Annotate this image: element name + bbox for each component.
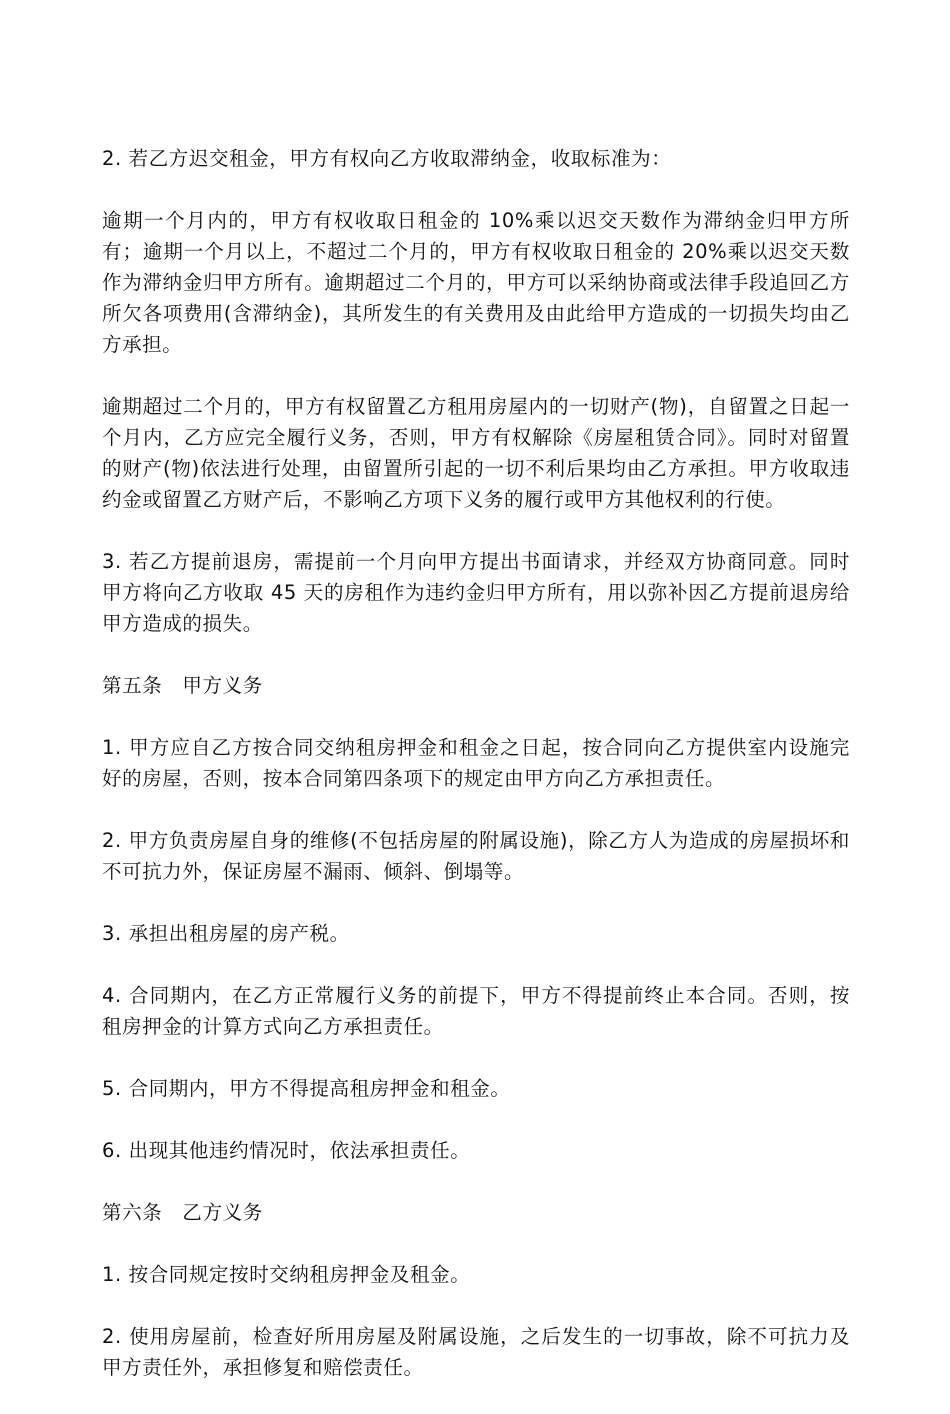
paragraph-landlord-obligation-4: 4. 合同期内，在乙方正常履行义务的前提下，甲方不得提前终止本合同。否则，按租房押金的计算方式向乙方承担责任。 bbox=[102, 984, 850, 1038]
paragraph-landlord-obligation-5: 5. 合同期内，甲方不得提高租房押金和租金。 bbox=[102, 1077, 511, 1100]
paragraph-property-lien: 逾期超过二个月的，甲方有权留置乙方租用房屋内的一切财产(物)，自留置之日起一个月内，乙方应完全履行义务，否则，甲方有权解除《房屋租赁合同》。同时对留置的财产(物)依法进行处理，由留置所引起的一切不利后果均由乙方承担。甲方收取违约金或留置乙方财产后，不影响乙方项下义务的履行或甲方其他权利的行使。 bbox=[102, 395, 850, 511]
paragraph-tenant-obligation-2: 2. 使用房屋前，检查好所用房屋及附属设施，之后发生的一切事故，除不可抗力及甲方责任外，承担修复和赔偿责任。 bbox=[102, 1325, 850, 1379]
paragraph-late-fee-standard: 逾期一个月内的，甲方有权收取日租金的 10%乘以迟交天数作为滞纳金归甲方所有；逾期一个月以上，不超过二个月的，甲方有权收取日租金的 20%乘以迟交天数作为滞纳金归甲方所有。逾期超过二个月的，甲方可以采纳协商或法律手段追回乙方所欠各项费用(含滞纳金)，其所发生的有关费用及由此给甲方造成的一切损失均由乙方承担。 bbox=[102, 209, 850, 356]
paragraph-early-checkout: 3. 若乙方提前退房，需提前一个月向甲方提出书面请求，并经双方协商同意。同时甲方将向乙方收取 45 天的房租作为违约金归甲方所有，用以弥补因乙方提前退房给甲方造成的损失。 bbox=[102, 550, 850, 635]
paragraph-landlord-obligation-1: 1. 甲方应自乙方按合同交纳租房押金和租金之日起，按合同向乙方提供室内设施完好的房屋，否则，按本合同第四条项下的规定由甲方向乙方承担责任。 bbox=[102, 736, 850, 790]
section-heading-tenant-obligations: 第六条 乙方义务 bbox=[102, 1201, 263, 1224]
paragraph-landlord-obligation-3: 3. 承担出租房屋的房产税。 bbox=[102, 922, 350, 945]
document-page bbox=[102, 143, 850, 1414]
paragraph-landlord-obligation-6: 6. 出现其他违约情况时，依法承担责任。 bbox=[102, 1139, 471, 1162]
section-heading-landlord-obligations: 第五条 甲方义务 bbox=[102, 674, 263, 697]
paragraph-tenant-obligation-1: 1. 按合同规定按时交纳租房押金及租金。 bbox=[102, 1263, 471, 1286]
paragraph-late-rent-clause: 2. 若乙方迟交租金，甲方有权向乙方收取滞纳金，收取标准为： bbox=[102, 147, 672, 170]
paragraph-landlord-obligation-2: 2. 甲方负责房屋自身的维修(不包括房屋的附属设施)，除乙方人为造成的房屋损坏和不可抗力外，保证房屋不漏雨、倾斜、倒塌等。 bbox=[102, 829, 850, 883]
